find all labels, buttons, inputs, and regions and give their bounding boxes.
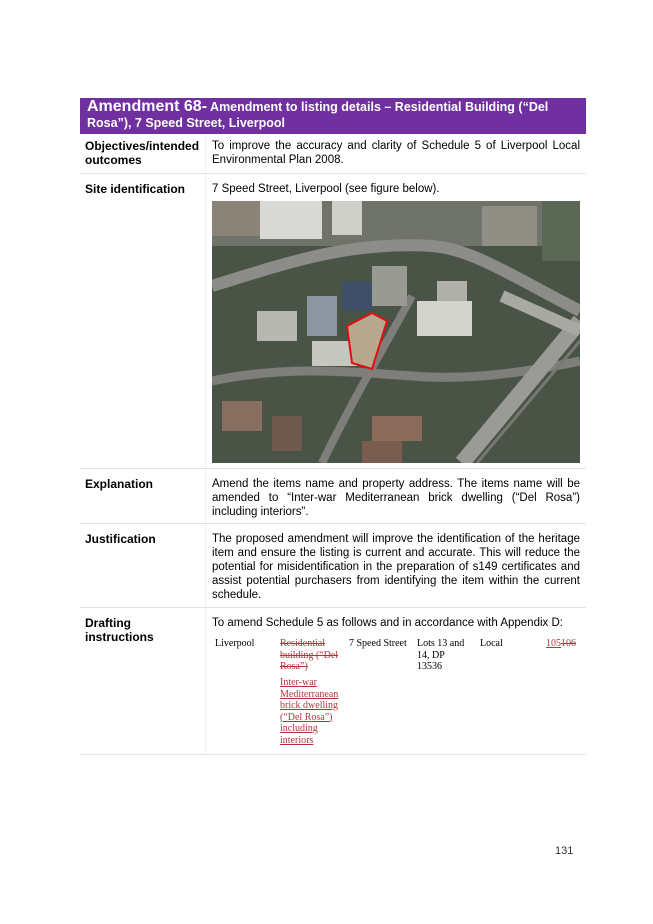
amendment-heading: Amendment to listing details – Residential Building (“Del Rosa”), 7 Speed Street, Liverpool — [87, 100, 549, 130]
schedule-property: Lots 13 and 14, DP 13536 — [417, 638, 465, 672]
amendment-number: Amendment 68- — [87, 98, 208, 115]
site-label: Site identification — [85, 182, 186, 196]
schedule-suburb: Liverpool — [215, 638, 255, 649]
justification-row — [80, 524, 586, 608]
justification-label: Justification — [85, 532, 156, 546]
schedule-item-number — [546, 638, 576, 650]
drafting-text: To amend Schedule 5 as follows and in accordance with Appendix D: — [212, 617, 563, 629]
site-text: 7 Speed Street, Liverpool (see figure below). — [212, 183, 440, 195]
amendment-title — [80, 98, 586, 134]
item-number-old: 106 — [561, 638, 576, 649]
drafting-label: Drafting instructions — [85, 616, 154, 644]
explanation-text: Amend the items name and property address. The items name will be amended to “Inter-war Mediterranean brick dwelling (“Del Rosa”) including interiors”. — [212, 478, 580, 518]
objectives-label: Objectives/intended outcomes — [85, 139, 200, 167]
objectives-row — [80, 134, 586, 174]
explanation-label: Explanation — [85, 477, 154, 491]
item-number-new: 105 — [546, 638, 561, 649]
aerial-map-svg — [212, 201, 580, 463]
justification-text: The proposed amendment will improve the identification of the heritage item and ensure the listing is current and accurate. This will reduce the potential for misidentification in the preparation of s149 certificates and assist potential purchasers from identifying the item within the current schedule. — [212, 533, 580, 601]
schedule-old-name: Residential building (“Del Rosa”) — [280, 638, 339, 672]
page-number: 131 — [555, 845, 574, 857]
explanation-row — [80, 469, 586, 524]
schedule-new-name: Inter-war Mediterranean brick dwelling (“Del Rosa”) including interiors — [280, 677, 339, 746]
site-aerial-map — [212, 201, 580, 463]
objectives-text: To improve the accuracy and clarity of Schedule 5 of Liverpool Local Environmental Plan 2008. — [212, 140, 580, 166]
schedule-significance: Local — [480, 638, 503, 649]
schedule-address: 7 Speed Street — [349, 638, 407, 649]
